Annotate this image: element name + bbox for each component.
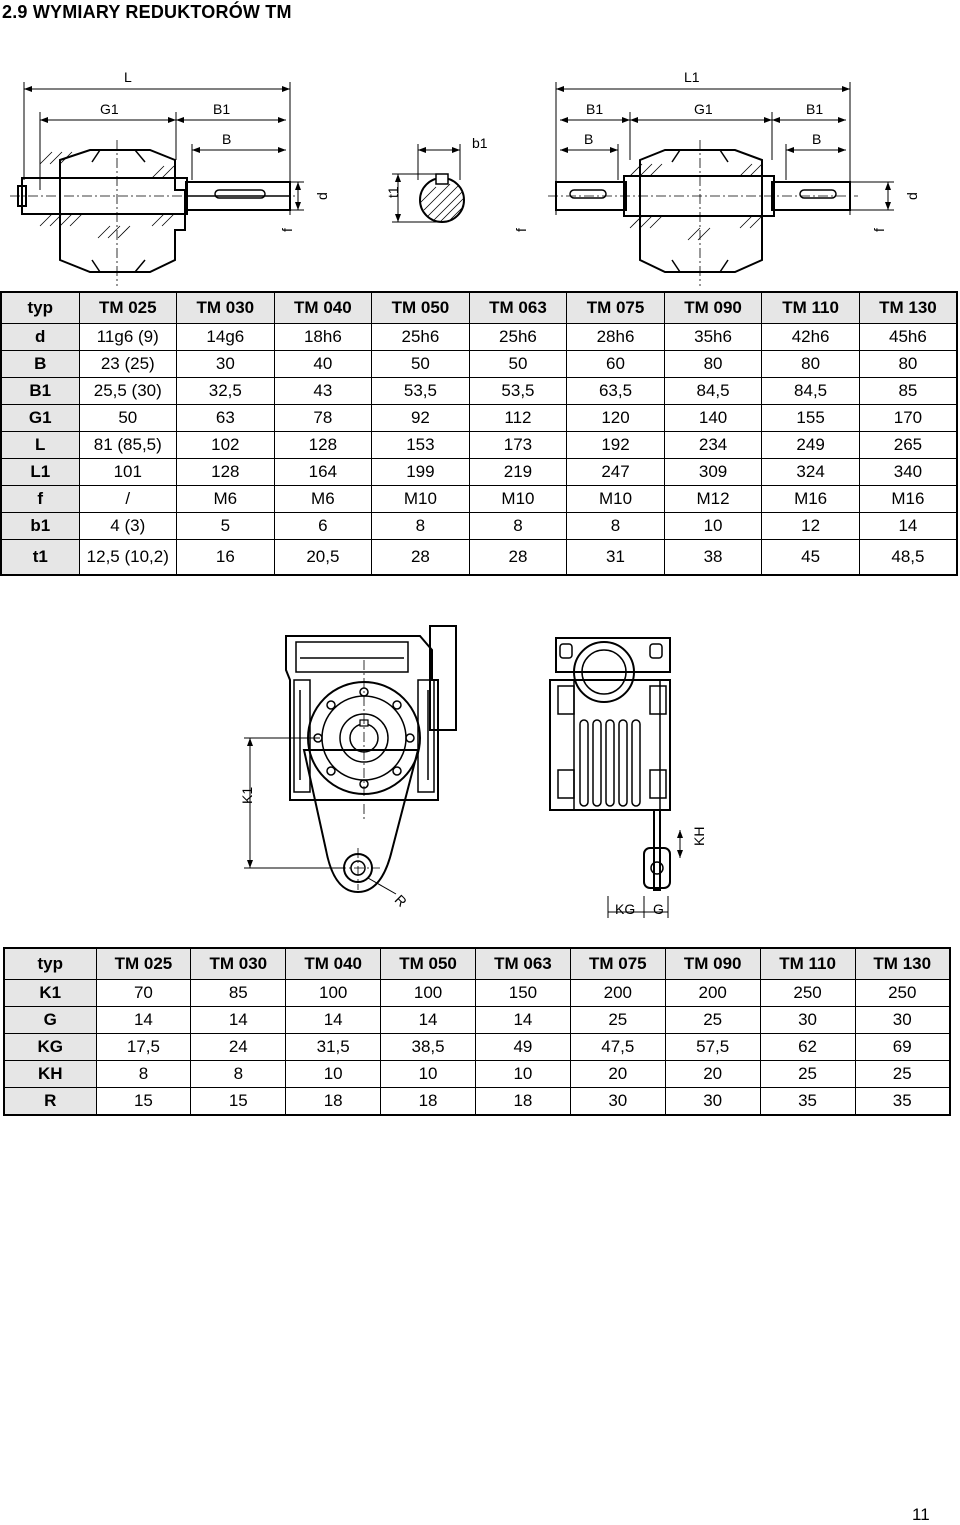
table-cell: 18h6 <box>274 324 372 351</box>
table-cell: 14 <box>381 1007 476 1034</box>
header-cell: TM 063 <box>476 948 571 980</box>
dim-label-B-left: B <box>584 131 594 147</box>
dim-label-f: f <box>279 228 295 232</box>
table-row <box>1 351 957 378</box>
table-cell: 164 <box>274 459 372 486</box>
row-label: B <box>1 351 79 378</box>
row-label: KH <box>4 1061 96 1088</box>
row-label: G <box>4 1007 96 1034</box>
table-cell: 18 <box>476 1088 571 1116</box>
table-cell: 28h6 <box>567 324 665 351</box>
table-row <box>4 980 950 1007</box>
dim-label-t1: t1 <box>385 186 401 198</box>
table-row <box>4 1088 950 1116</box>
shaft-dimension-drawing <box>0 40 960 290</box>
header-cell: TM 025 <box>96 948 191 980</box>
table-cell: 40 <box>274 351 372 378</box>
single-shaft-drawing <box>10 69 330 286</box>
table-cell: 57,5 <box>665 1034 760 1061</box>
table-cell: M10 <box>469 486 567 513</box>
table-cell: 24 <box>191 1034 286 1061</box>
table-cell: 265 <box>859 432 957 459</box>
dim-label-G1: G1 <box>100 101 119 117</box>
dim-label-B: B <box>222 131 232 147</box>
page-heading: 2.9 WYMIARY REDUKTORÓW TM <box>2 2 292 22</box>
table-cell: 8 <box>469 513 567 540</box>
table-cell: 5 <box>177 513 275 540</box>
table-cell: 85 <box>191 980 286 1007</box>
table-row <box>4 1034 950 1061</box>
table-cell: 50 <box>372 351 470 378</box>
table-cell: 12 <box>762 513 860 540</box>
table-row <box>4 1007 950 1034</box>
table-cell: M6 <box>177 486 275 513</box>
table-cell: 4 (3) <box>79 513 177 540</box>
table-cell: 32,5 <box>177 378 275 405</box>
header-cell: TM 130 <box>855 948 950 980</box>
table-cell: M6 <box>274 486 372 513</box>
header-cell: TM 050 <box>372 292 470 324</box>
table-cell: 14 <box>859 513 957 540</box>
table-cell: 35 <box>855 1088 950 1116</box>
header-cell: typ <box>4 948 96 980</box>
table-cell: 128 <box>274 432 372 459</box>
row-label: L1 <box>1 459 79 486</box>
table-cell: M12 <box>664 486 762 513</box>
table-row <box>1 432 957 459</box>
header-cell: TM 090 <box>665 948 760 980</box>
table-cell: 324 <box>762 459 860 486</box>
table-cell: 80 <box>664 351 762 378</box>
table-cell: 28 <box>372 540 470 576</box>
table-cell: 25 <box>760 1061 855 1088</box>
table-cell: 38,5 <box>381 1034 476 1061</box>
table-cell: 102 <box>177 432 275 459</box>
table-cell: 249 <box>762 432 860 459</box>
dim-label-f-left: f <box>513 228 529 232</box>
dimensions-table-1 <box>0 291 958 576</box>
table-cell: 250 <box>760 980 855 1007</box>
table-cell: 31 <box>567 540 665 576</box>
table-cell: 14g6 <box>177 324 275 351</box>
table-cell: 140 <box>664 405 762 432</box>
header-cell: typ <box>1 292 79 324</box>
table-cell: 6 <box>274 513 372 540</box>
dim-label-R: R <box>391 891 411 910</box>
row-label: R <box>4 1088 96 1116</box>
table-cell: 50 <box>469 351 567 378</box>
row-label: d <box>1 324 79 351</box>
table-cell: 11g6 (9) <box>79 324 177 351</box>
table-cell: 53,5 <box>372 378 470 405</box>
table-cell: 309 <box>664 459 762 486</box>
table-cell: 48,5 <box>859 540 957 576</box>
page-number: 11 <box>912 1505 930 1524</box>
table-cell: 42h6 <box>762 324 860 351</box>
table-cell: 219 <box>469 459 567 486</box>
table-cell: 60 <box>567 351 665 378</box>
table-row <box>1 378 957 405</box>
table-cell: 200 <box>570 980 665 1007</box>
dim-label-f-right: f <box>871 228 887 232</box>
header-cell: TM 030 <box>191 948 286 980</box>
row-label: f <box>1 486 79 513</box>
dim-label-G1-right: G1 <box>694 101 713 117</box>
table-cell: 12,5 (10,2) <box>79 540 177 576</box>
table-cell: 100 <box>286 980 381 1007</box>
table-cell: 35h6 <box>664 324 762 351</box>
table-cell: 49 <box>476 1034 571 1061</box>
table-cell: M16 <box>859 486 957 513</box>
row-label: B1 <box>1 378 79 405</box>
table-cell: 30 <box>570 1088 665 1116</box>
table-cell: 14 <box>286 1007 381 1034</box>
table-cell: 200 <box>665 980 760 1007</box>
table-cell: 192 <box>567 432 665 459</box>
header-cell: TM 063 <box>469 292 567 324</box>
front-view-drawing <box>239 626 456 910</box>
header-cell: TM 075 <box>570 948 665 980</box>
dim-label-KG: KG <box>615 901 636 917</box>
table-cell: 30 <box>665 1088 760 1116</box>
table-cell: 15 <box>96 1088 191 1116</box>
table-cell: 8 <box>567 513 665 540</box>
header-cell: TM 050 <box>381 948 476 980</box>
table-cell: 10 <box>664 513 762 540</box>
header-cell: TM 110 <box>762 292 860 324</box>
dim-label-d: d <box>314 192 330 200</box>
table-cell: 63,5 <box>567 378 665 405</box>
table-cell: M16 <box>762 486 860 513</box>
table-cell: 30 <box>760 1007 855 1034</box>
table-cell: 80 <box>762 351 860 378</box>
table-cell: 100 <box>381 980 476 1007</box>
table-cell: 28 <box>469 540 567 576</box>
header-cell: TM 090 <box>664 292 762 324</box>
row-label: G1 <box>1 405 79 432</box>
dim-label-d-right: d <box>904 192 920 200</box>
table-row <box>1 513 957 540</box>
table-cell: 53,5 <box>469 378 567 405</box>
table-cell: M10 <box>372 486 470 513</box>
table-cell: 30 <box>177 351 275 378</box>
table-cell: 62 <box>760 1034 855 1061</box>
table-header-row <box>1 292 957 324</box>
table-cell: 128 <box>177 459 275 486</box>
dim-label-L1: L1 <box>684 69 700 85</box>
table-cell: 150 <box>476 980 571 1007</box>
dim-label-G: G <box>653 901 664 917</box>
table-cell: 14 <box>476 1007 571 1034</box>
table-cell: 78 <box>274 405 372 432</box>
table-cell: 20 <box>570 1061 665 1088</box>
table-cell: 10 <box>381 1061 476 1088</box>
dim-label-K1: K1 <box>239 786 255 804</box>
table-cell: 10 <box>476 1061 571 1088</box>
header-cell: TM 110 <box>760 948 855 980</box>
row-label: K1 <box>4 980 96 1007</box>
dim-label-L: L <box>124 69 132 85</box>
key-section-drawing <box>385 135 488 222</box>
table-cell: 23 (25) <box>79 351 177 378</box>
table-cell: 14 <box>191 1007 286 1034</box>
table-cell: 84,5 <box>664 378 762 405</box>
table-header-row <box>4 948 950 980</box>
table-row <box>4 1061 950 1088</box>
table-cell: 81 (85,5) <box>79 432 177 459</box>
table-cell: 70 <box>96 980 191 1007</box>
header-cell: TM 030 <box>177 292 275 324</box>
table-row <box>1 486 957 513</box>
table-cell: 69 <box>855 1034 950 1061</box>
table-cell: 25,5 (30) <box>79 378 177 405</box>
table-cell: 18 <box>381 1088 476 1116</box>
table-cell: 340 <box>859 459 957 486</box>
header-cell: TM 130 <box>859 292 957 324</box>
dim-label-b1: b1 <box>472 135 488 151</box>
table-cell: 25 <box>665 1007 760 1034</box>
table-cell: 8 <box>191 1061 286 1088</box>
table-cell: M10 <box>567 486 665 513</box>
dimensions-table-2 <box>3 947 951 1116</box>
table-cell: 92 <box>372 405 470 432</box>
dim-label-B-right: B <box>812 131 822 147</box>
table-cell: 25h6 <box>372 324 470 351</box>
table-row <box>1 405 957 432</box>
table-cell: 25 <box>570 1007 665 1034</box>
dim-label-B1-right: B1 <box>806 101 824 117</box>
table-cell: 30 <box>855 1007 950 1034</box>
side-view-drawing <box>550 638 707 918</box>
table-cell: 35 <box>760 1088 855 1116</box>
header-cell: TM 040 <box>286 948 381 980</box>
row-label: L <box>1 432 79 459</box>
table-cell: 8 <box>372 513 470 540</box>
table-cell: 10 <box>286 1061 381 1088</box>
table-cell: 234 <box>664 432 762 459</box>
table-cell: 85 <box>859 378 957 405</box>
table-row <box>1 459 957 486</box>
table-cell: 50 <box>79 405 177 432</box>
table-cell: 16 <box>177 540 275 576</box>
dim-label-B1: B1 <box>213 101 231 117</box>
table-cell: 47,5 <box>570 1034 665 1061</box>
table-cell: 20 <box>665 1061 760 1088</box>
row-label: KG <box>4 1034 96 1061</box>
header-cell: TM 040 <box>274 292 372 324</box>
table-cell: 45h6 <box>859 324 957 351</box>
table-cell: 17,5 <box>96 1034 191 1061</box>
table-cell: 43 <box>274 378 372 405</box>
table-cell: 173 <box>469 432 567 459</box>
double-shaft-drawing <box>513 69 920 286</box>
row-label: t1 <box>1 540 79 576</box>
table-cell: 14 <box>96 1007 191 1034</box>
table-row <box>1 324 957 351</box>
table-cell: 170 <box>859 405 957 432</box>
table-row <box>1 540 957 576</box>
table-cell: 155 <box>762 405 860 432</box>
table-cell: 8 <box>96 1061 191 1088</box>
dim-label-B1-left: B1 <box>586 101 604 117</box>
table-cell: 120 <box>567 405 665 432</box>
header-cell: TM 075 <box>567 292 665 324</box>
table-cell: 153 <box>372 432 470 459</box>
table-cell: 63 <box>177 405 275 432</box>
torque-arm-drawing <box>0 620 960 940</box>
table-cell: 250 <box>855 980 950 1007</box>
table-cell: 20,5 <box>274 540 372 576</box>
table-cell: 45 <box>762 540 860 576</box>
table-cell: 25h6 <box>469 324 567 351</box>
table-cell: 38 <box>664 540 762 576</box>
table-cell: 25 <box>855 1061 950 1088</box>
table-cell: 247 <box>567 459 665 486</box>
table-cell: 31,5 <box>286 1034 381 1061</box>
row-label: b1 <box>1 513 79 540</box>
table-cell: 101 <box>79 459 177 486</box>
header-cell: TM 025 <box>79 292 177 324</box>
table-cell: 112 <box>469 405 567 432</box>
table-cell: 15 <box>191 1088 286 1116</box>
dim-label-KH: KH <box>691 826 707 846</box>
table-cell: 80 <box>859 351 957 378</box>
table-cell: 84,5 <box>762 378 860 405</box>
table-cell: 199 <box>372 459 470 486</box>
table-cell: 18 <box>286 1088 381 1116</box>
table-cell: / <box>79 486 177 513</box>
